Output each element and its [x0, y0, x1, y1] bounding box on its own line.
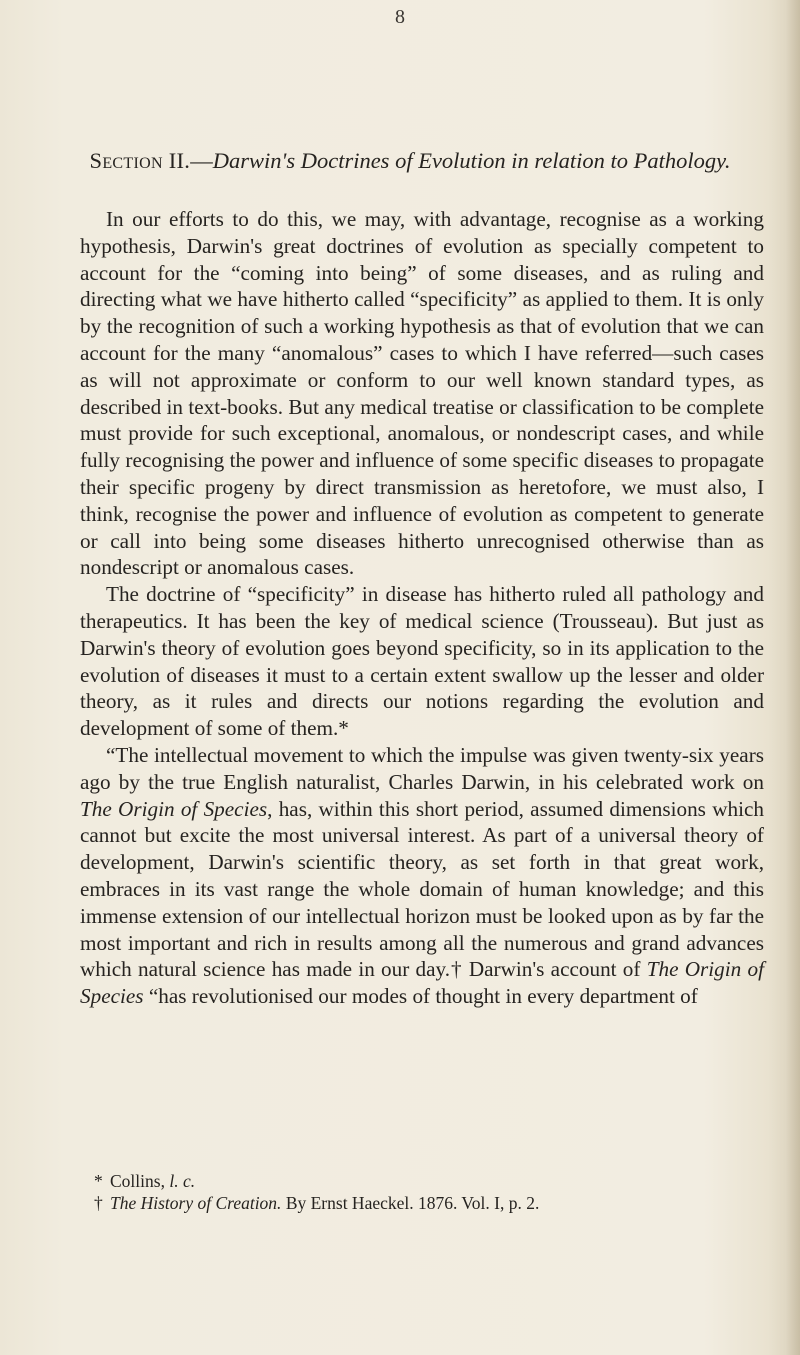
footnote-1-ref-italic: l. c.	[169, 1171, 196, 1191]
paragraph-2: The doctrine of “specificity” in disease has hitherto ruled all pathology and therapeutics. It has been the key of medical science (Trousseau). But just as Darwin's theory of evolution goes beyond specificity, so in its application to the evolution of diseases it must to a certain extent swallow up the lesser and older theory, as it rules and directs our notions regarding the evolution and development of some of them.*	[80, 582, 764, 741]
quote-paragraph	[80, 742, 764, 1010]
quote-text-1: “The intellectual movement to which the impulse was given twenty-six years ago by the true English naturalist, Charles Darwin, in his celebrated work on	[80, 742, 764, 794]
book-title-origin-of-species: The Origin of Species	[80, 796, 268, 821]
footnotes	[94, 1170, 764, 1214]
section-title: Darwin's Doctrines of Evolution in relation to Pathology.	[212, 148, 731, 173]
section-label: Section II.	[89, 148, 191, 173]
body-text	[80, 206, 764, 1010]
page-edge-shadow	[786, 0, 800, 1355]
footnote-1-ref: Collins,	[110, 1171, 170, 1191]
section-heading	[70, 148, 750, 173]
page-number: 8	[395, 6, 405, 28]
footnote-2-rest: By Ernst Haeckel. 1876. Vol. I, p. 2.	[281, 1193, 540, 1213]
footnote-2	[94, 1192, 764, 1214]
book-title-origin-of-species-2: The Origin of Species	[80, 957, 764, 1009]
footnote-1	[94, 1170, 764, 1192]
footnote-1-mark: *	[94, 1171, 103, 1191]
footnote-2-mark: †	[94, 1193, 103, 1213]
quote-text-3: “has revolutionised our modes of thought in every department of	[143, 984, 698, 1009]
footnote-2-title: The History of Creation.	[110, 1193, 282, 1213]
quote-text-2: , has, within this short period, assumed dimensions which cannot but excite the most universal interest. As part of a universal theory of development, Darwin's scientific theory, as set forth in that great work, embraces in its vast range the whole domain of human knowledge; and this immense extension of our intellectual horizon must be looked upon as by far the most important and rich in results among all the numerous and grand advances which natural science has made in our day.† Darwin's account of	[80, 796, 764, 982]
heading-separator: —	[190, 148, 213, 173]
paragraph-1: In our efforts to do this, we may, with advantage, recognise as a working hypothesis, Darwin's great doctrines of evolution as specially competent to account for the “coming into being” of some diseases, and as ruling and directing what we have hitherto called “specificity” as applied to them. It is only by the recognition of such a working hypothesis as that of evolution that we can account for the many “anomalous” cases to which I have referred—such cases as will not approximate or conform to our well known standard types, as described in text-books. But any medical treatise or classification to be complete must provide for such exceptional, anomalous, or nondescript cases, and while fully recognising the power and influence of some specific diseases to propagate their specific progeny by direct transmission as heretofore, we must also, I think, recognise the power and influence of evolution as competent to generate or call into being some diseases hitherto unrecognised otherwise than as nondescript or anomalous cases.	[80, 207, 764, 580]
